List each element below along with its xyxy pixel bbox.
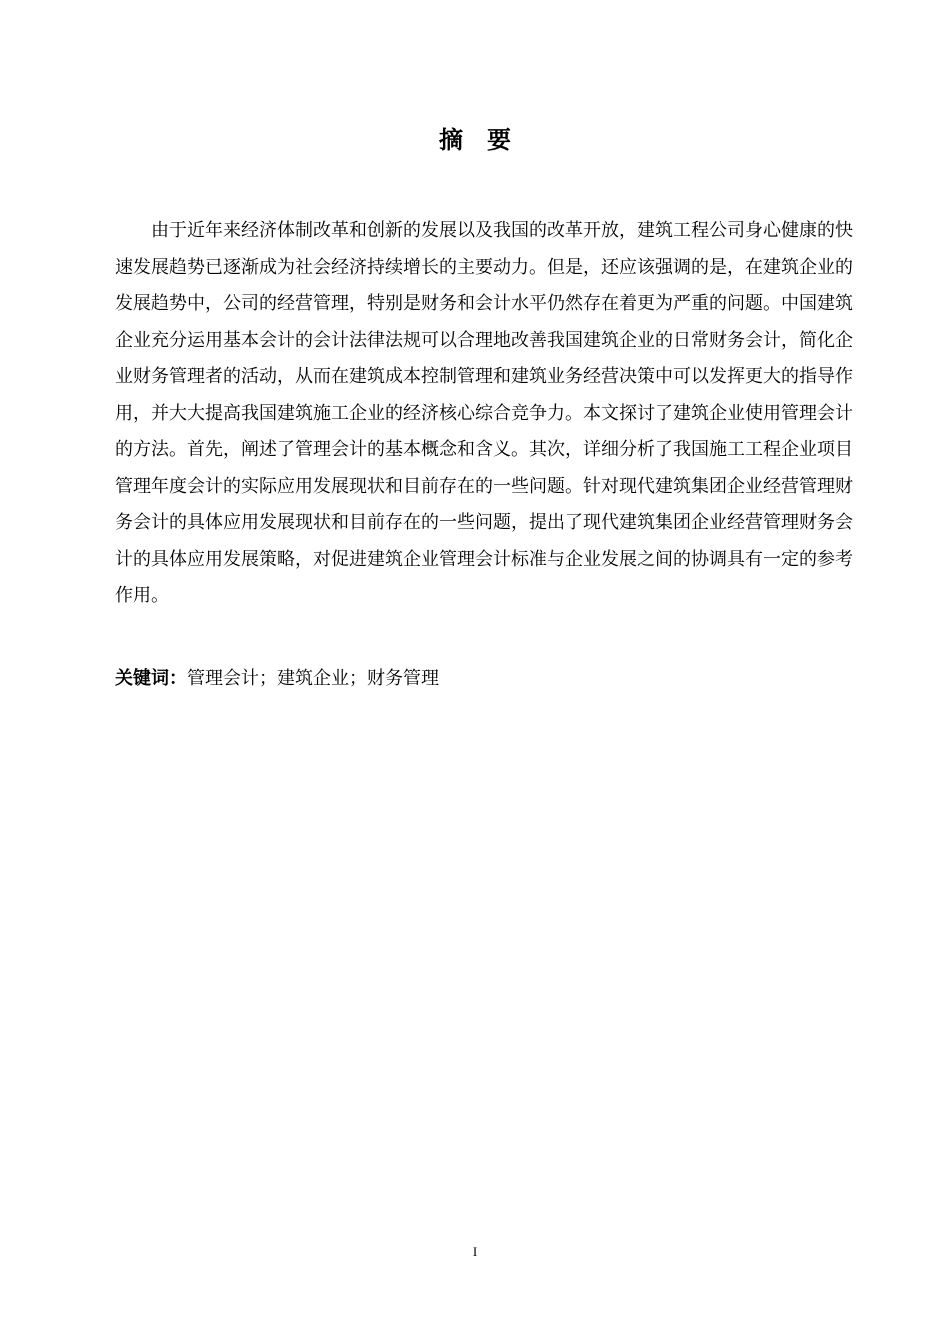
keywords-value: 管理会计；建筑企业；财务管理 [187,668,439,689]
page-number: I [472,1244,478,1259]
keywords-line [115,661,853,697]
abstract-body: 由于近年来经济体制改革和创新的发展以及我国的改革开放，建筑工程公司身心健康的快速发展趋势已逐渐成为社会经济持续增长的主要动力。但是，还应该强调的是，在建筑企业的发展趋势中，公司的经营管理，特别是财务和会计水平仍然存在着更为严重的问题。中国建筑企业充分运用基本会计的会计法律法规可以合理地改善我国建筑企业的日常财务会计，简化企业财务管理者的活动，从而在建筑成本控制管理和建筑业务经营决策中可以发挥更大的指导作用，并大大提高我国建筑施工企业的经济核心综合竞争力。本文探讨了建筑企业使用管理会计的方法。首先，阐述了管理会计的基本概念和含义。其次，详细分析了我国施工工程企业项目管理年度会计的实际应用发展现状和目前存在的一些问题。针对现代建筑集团企业经营管理财务会计的具体应用发展现状和目前存在的一些问题，提出了现代建筑集团企业经营管理财务会计的具体应用发展策略，对促进建筑企业管理会计标准与企业发展之间的协调具有一定的参考作用。 [115,220,853,606]
keywords-label: 关键词： [115,668,187,689]
page-title: 摘要 [439,126,535,154]
